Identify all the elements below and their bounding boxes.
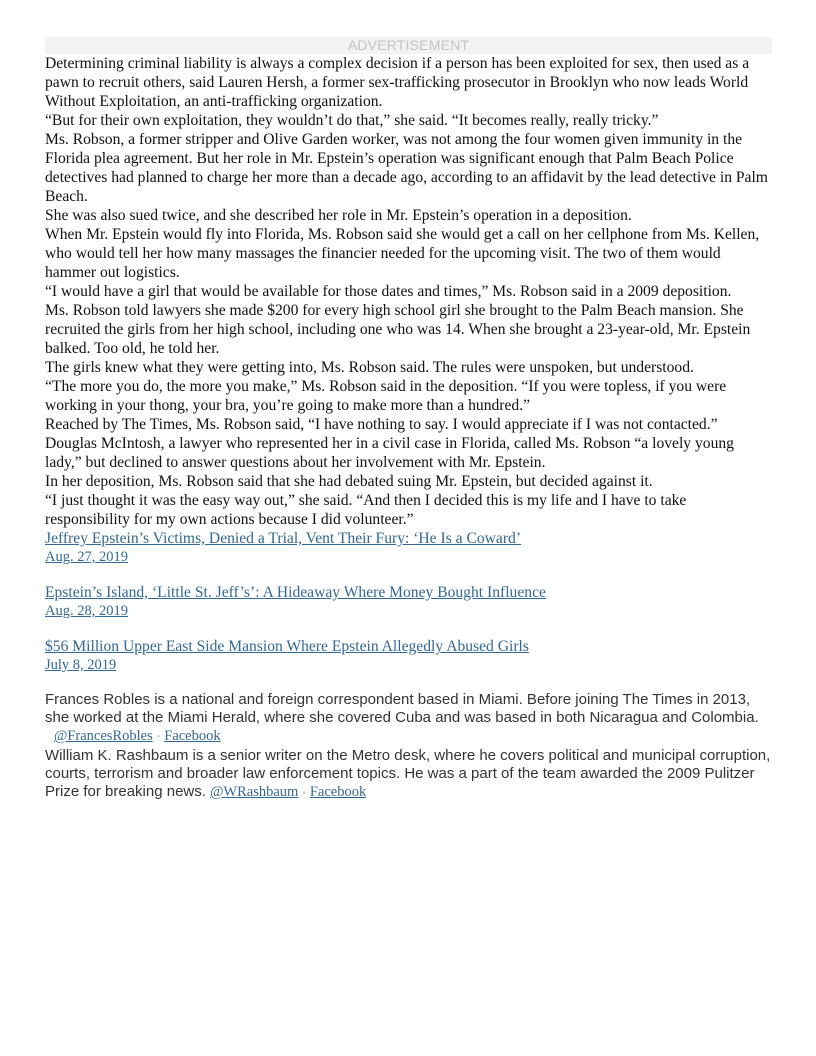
article-paragraph: In her deposition, Ms. Robson said that she had debated suing Mr. Epstein, but decided against it. bbox=[45, 473, 653, 490]
article-paragraph: Reached by The Times, Ms. Robson said, “I have nothing to say. I would appreciate if I was not contacted.” bbox=[45, 416, 718, 433]
author-bio-text: Frances Robles is a national and foreign correspondent based in Miami. Before joining The Times in 2013, she worked at the Miami Herald, where she covered Cuba and was based in both Nicaragua and Colombia. bbox=[45, 691, 759, 726]
article-paragraph: “The more you do, the more you make,” Ms. Robson said in the deposition. “If you were topless, if you were working in your thong, your bra, you’re going to make more than a hundred.” bbox=[45, 378, 727, 414]
article-paragraph: “I just thought it was the easy way out,” she said. “And then I decided this is my life and I have to take responsibility for my own actions because I did volunteer.” bbox=[45, 492, 687, 528]
related-article-date-link[interactable]: Aug. 27, 2019 bbox=[45, 549, 128, 565]
link-separator: • bbox=[302, 788, 306, 799]
advertisement-label: ADVERTISEMENT bbox=[347, 37, 470, 53]
author-social-links bbox=[45, 727, 772, 747]
related-article bbox=[45, 637, 772, 674]
article-paragraph: When Mr. Epstein would fly into Florida, Ms. Robson said she would get a call on her cellphone from Ms. Kellen, who would tell her how many massages the financier needed for the upcoming visit. The two of them would hammer out logistics. bbox=[45, 226, 760, 281]
related-article-date-link[interactable]: Aug. 28, 2019 bbox=[45, 603, 128, 619]
related-articles bbox=[45, 529, 772, 674]
related-article-title-link[interactable]: Epstein’s Island, ‘Little St. Jeff’s’: A Hideaway Where Money Bought Influence bbox=[45, 584, 546, 601]
related-article bbox=[45, 529, 772, 566]
related-article bbox=[45, 583, 772, 620]
related-article-title-link[interactable]: Jeffrey Epstein’s Victims, Denied a Trial, Vent Their Fury: ‘He Is a Coward’ bbox=[45, 530, 522, 547]
article-body bbox=[45, 54, 772, 529]
advertisement-banner[interactable] bbox=[45, 37, 772, 54]
article-paragraph: Ms. Robson, a former stripper and Olive Garden worker, was not among the four women given immunity in the Florida plea agreement. But her role in Mr. Epstein’s operation was significant enough that Palm Beach Police detectives had planned to charge her more than a decade ago, according to an affidavit by the lead detective in Palm Beach. bbox=[45, 131, 768, 205]
article-paragraph: Determining criminal liability is always a complex decision if a person has been exploited for sex, then used as a pawn to recruit others, said Lauren Hersh, a former sex-trafficking prosecutor in Brooklyn who now leads World Without Exploitation, an anti-trafficking organization. bbox=[45, 55, 750, 110]
facebook-link[interactable]: Facebook bbox=[309, 784, 367, 800]
article-paragraph: She was also sued twice, and she described her role in Mr. Epstein’s operation in a deposition. bbox=[45, 207, 632, 224]
twitter-link[interactable]: @FrancesRobles bbox=[54, 728, 153, 744]
article-paragraph: “But for their own exploitation, they wouldn’t do that,” she said. “It becomes really, really tricky.” bbox=[45, 112, 659, 129]
article-page bbox=[45, 37, 772, 803]
author-bios bbox=[45, 691, 772, 803]
article-paragraph: The girls knew what they were getting into, Ms. Robson said. The rules were unspoken, but understood. bbox=[45, 359, 694, 376]
link-separator: • bbox=[156, 732, 161, 743]
author-bio bbox=[45, 691, 772, 727]
author-bio bbox=[45, 747, 772, 803]
article-paragraph: Douglas McIntosh, a lawyer who represented her in a civil case in Florida, called Ms. Robson “a lovely young lady,” but declined to answer questions about her involvement with Mr. Epstein. bbox=[45, 435, 734, 471]
twitter-link[interactable]: @WRashbaum bbox=[210, 784, 299, 800]
article-paragraph: “I would have a girl that would be available for those dates and times,” Ms. Robson said in a 2009 deposition. bbox=[45, 283, 732, 300]
facebook-link[interactable]: Facebook bbox=[164, 728, 221, 744]
related-article-date-link[interactable]: July 8, 2019 bbox=[45, 657, 117, 673]
author-bio-text: William K. Rashbaum is a senior writer on the Metro desk, where he covers political and municipal corruption, courts, terrorism and broader law enforcement topics. He was a part of the team awarded the 2009 Pulitzer Prize for breaking news. bbox=[45, 747, 771, 800]
article-paragraph: Ms. Robson told lawyers she made $200 for every high school girl she brought to the Palm Beach mansion. She recruited the girls from her high school, including one who was 14. When she brought a 23-year-old, Mr. Epstein balked. Too old, he told her. bbox=[45, 302, 751, 357]
related-article-title-link[interactable]: $56 Million Upper East Side Mansion Where Epstein Allegedly Abused Girls bbox=[45, 638, 529, 655]
